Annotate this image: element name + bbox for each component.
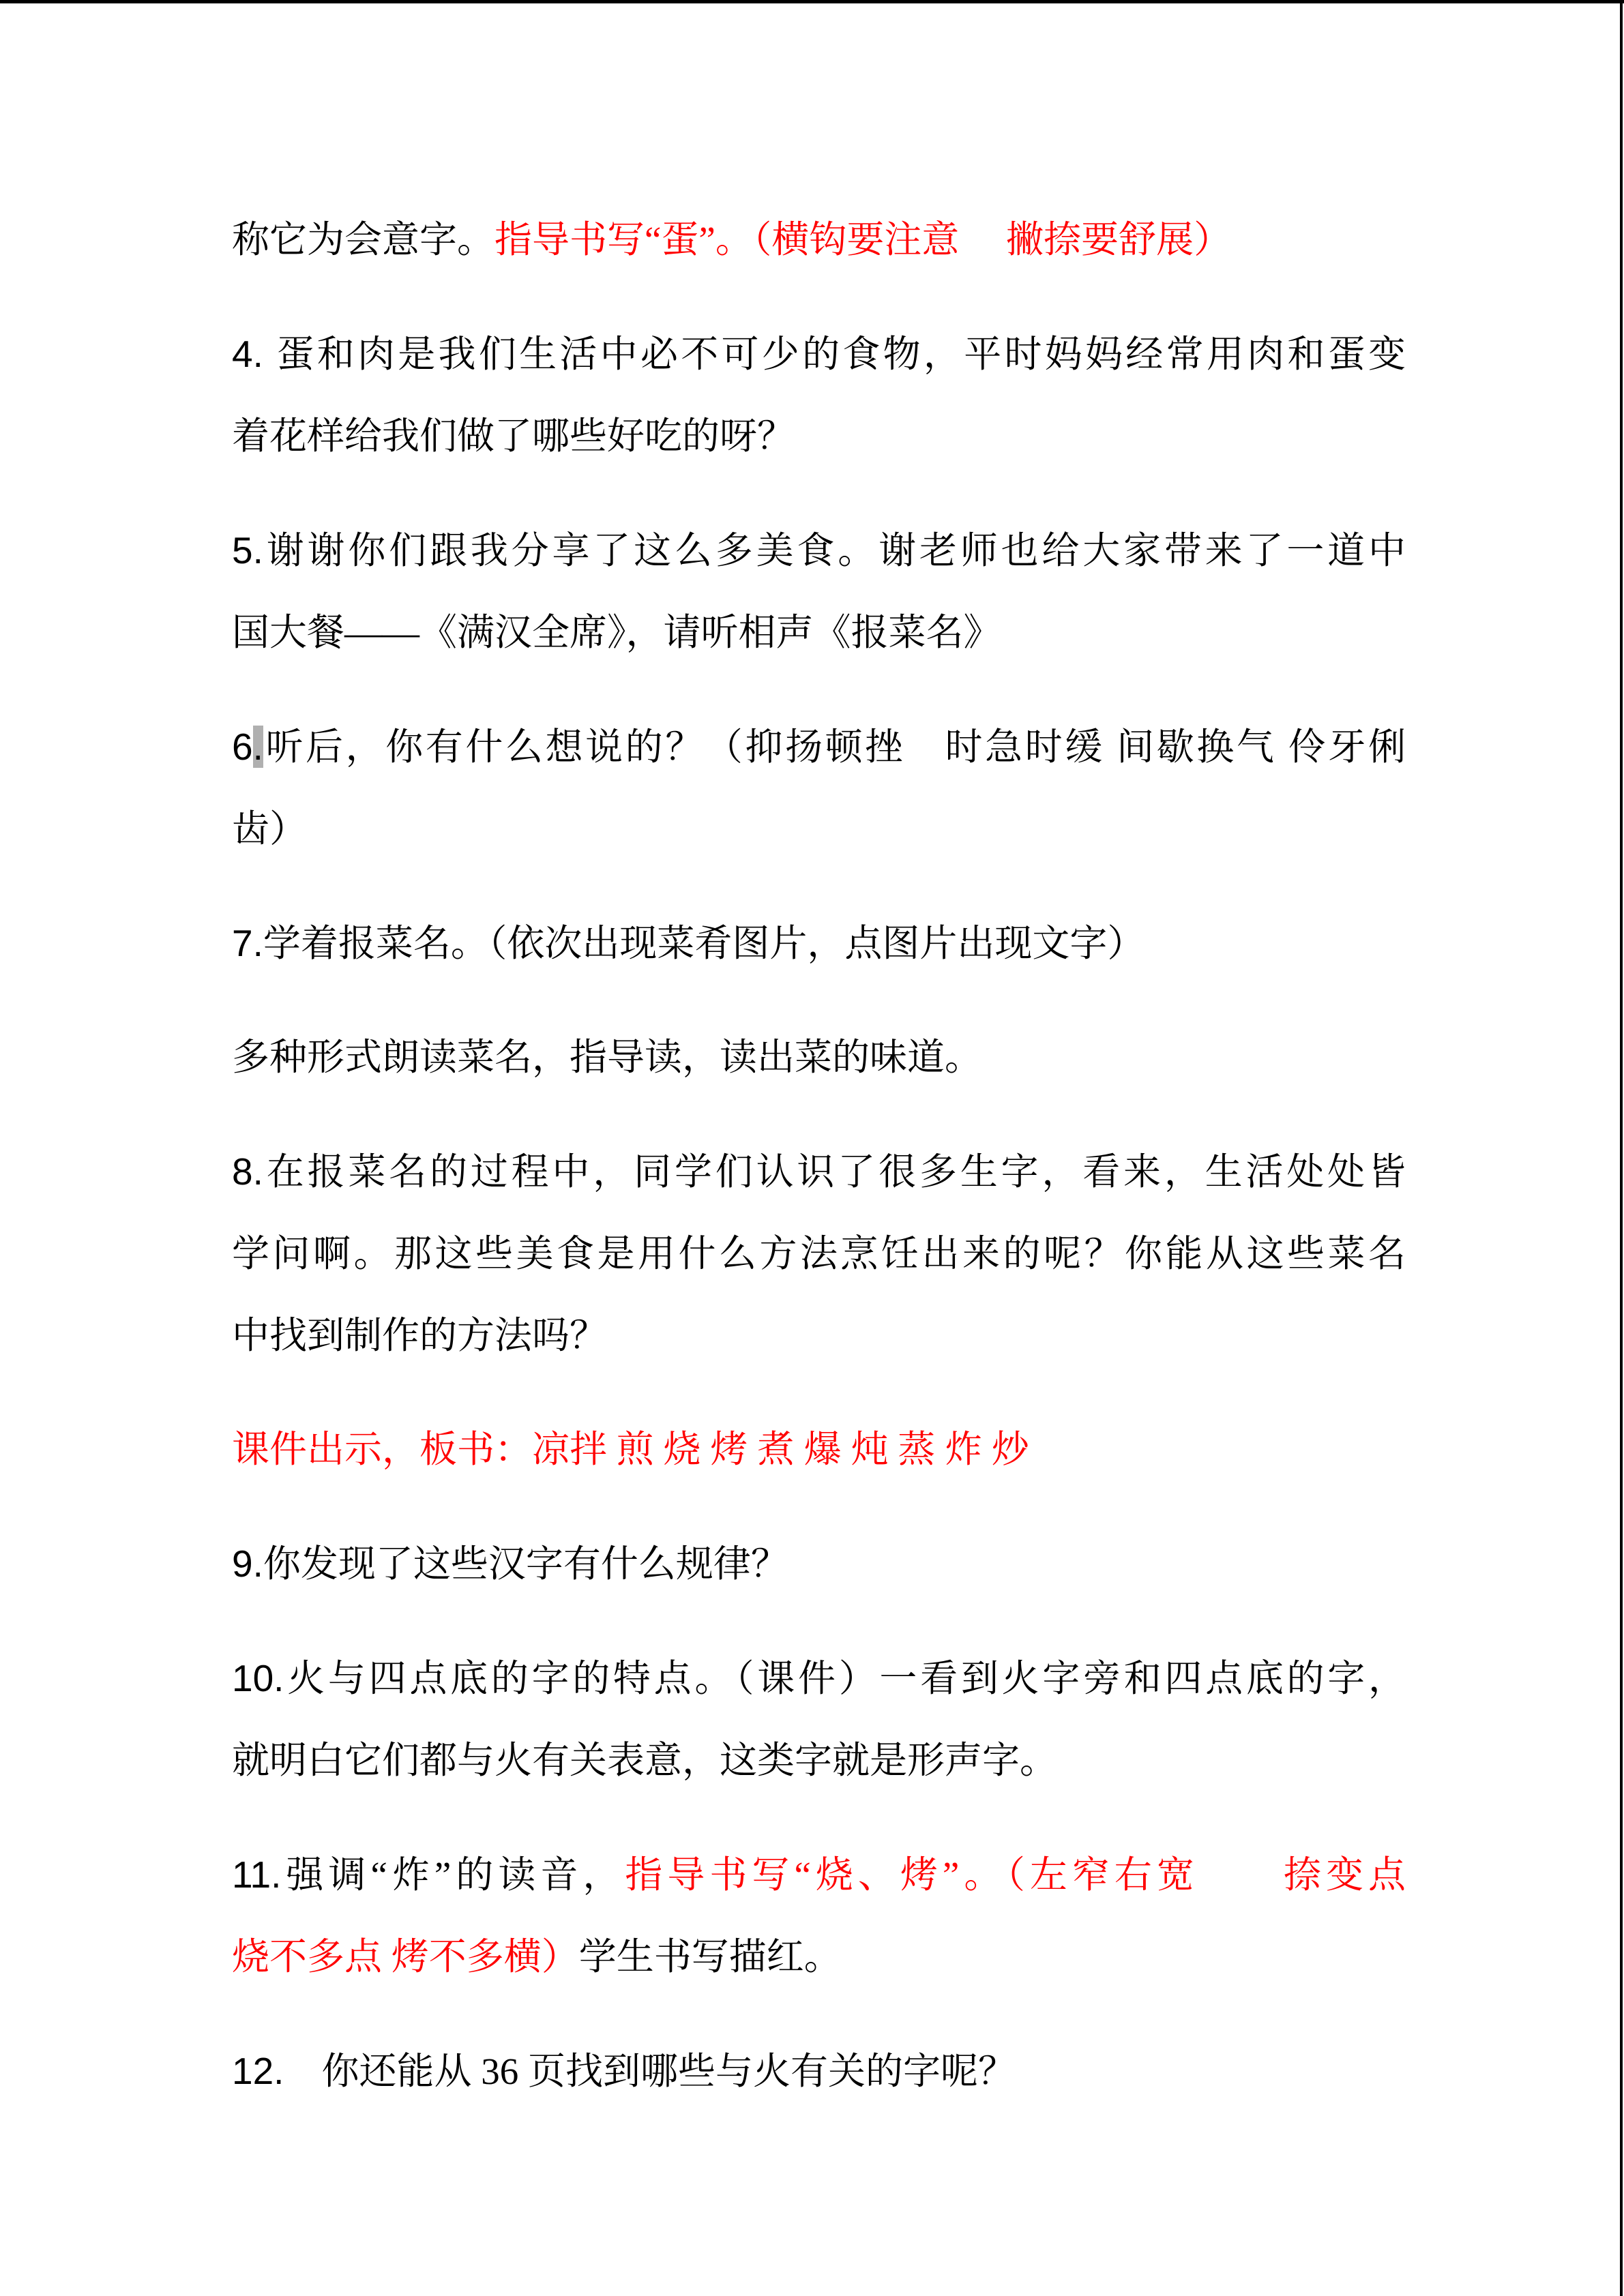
text-segment: 火与四点底的字的特点。（课件）一看到火字旁和四点底的字， bbox=[284, 1658, 1406, 1699]
text-segment: 学问啊。那这些美食是用什么方法烹饪出来的呢？你能从这些菜名 bbox=[232, 1233, 1406, 1274]
text-segment: 指导书写“蛋”。（横钩要注意 撇捺要舒展） bbox=[494, 219, 1232, 260]
text-segment: 强调“炸”的读音， bbox=[281, 1854, 625, 1896]
text-line bbox=[232, 1523, 1406, 1605]
text-segment: 国大餐——《满汉全席》，请听相声《报菜名》 bbox=[232, 612, 1001, 653]
text-line bbox=[232, 199, 1406, 281]
text-segment: 6 bbox=[232, 726, 253, 768]
text-segment: 中找到制作的方法吗？ bbox=[232, 1315, 608, 1356]
text-line bbox=[232, 1213, 1406, 1295]
text-segment: 多种形式朗读菜名，指导读，读出菜的味道。 bbox=[232, 1037, 983, 1078]
text-segment: 学着报菜名。（依次出现菜肴图片，点图片出现文字） bbox=[263, 923, 1145, 964]
text-line bbox=[232, 1409, 1406, 1491]
text-line bbox=[232, 1017, 1406, 1099]
text-line bbox=[232, 396, 1406, 477]
text-line bbox=[232, 1916, 1406, 1998]
text-segment: 指导书写“烧、烤”。（左窄右宽 捺变点 bbox=[625, 1854, 1406, 1896]
text-line bbox=[232, 509, 1406, 592]
text-segment: 10. bbox=[232, 1657, 284, 1699]
document-text-area[interactable] bbox=[232, 199, 1406, 2145]
text-segment: 齿） bbox=[232, 808, 308, 850]
text-segment: 你发现了这些汉字有什么规律？ bbox=[263, 1543, 788, 1585]
text-segment: 11. bbox=[232, 1853, 282, 1896]
text-segment: 听后，你有什么想说的？（抑扬顿挫 时急时缓 间歇换气 伶牙俐 bbox=[263, 726, 1406, 768]
text-line bbox=[232, 313, 1406, 396]
text-line bbox=[232, 1131, 1406, 1213]
text-line bbox=[232, 1637, 1406, 1720]
text-segment: 7. bbox=[232, 922, 263, 964]
text-line bbox=[232, 1295, 1406, 1377]
text-segment: 在报菜名的过程中，同学们认识了很多生字，看来，生活处处皆 bbox=[263, 1151, 1406, 1193]
text-segment: 称它为会意字。 bbox=[232, 219, 495, 260]
window-top-edge bbox=[0, 0, 1624, 3]
text-segment: 8. bbox=[232, 1150, 263, 1193]
text-segment: 课件出示，板书：凉拌 煎 烧 烤 煮 爆 炖 蒸 炸 炒 bbox=[232, 1429, 1029, 1470]
text-segment: 烧不多点 烤不多横） bbox=[232, 1936, 579, 1978]
text-segment: 12. bbox=[232, 2050, 284, 2092]
text-segment: 学生书写描红。 bbox=[578, 1936, 842, 1978]
text-segment: 着花样给我们做了哪些好吃的呀？ bbox=[232, 415, 795, 457]
text-segment: 蛋和肉是我们生活中必不可少的食物，平时妈妈经常用肉和蛋变 bbox=[276, 333, 1406, 375]
text-segment: 就明白它们都与火有关表意，这类字就是形声字。 bbox=[232, 1740, 1058, 1781]
text-segment: 5. bbox=[232, 529, 263, 571]
text-segment: 谢谢你们跟我分享了这么多美食。谢老师也给大家带来了一道中 bbox=[263, 530, 1406, 571]
text-segment: 4. bbox=[232, 333, 277, 375]
window-right-edge bbox=[1620, 0, 1623, 2296]
text-line bbox=[232, 902, 1406, 985]
text-line bbox=[232, 1834, 1406, 1916]
text-line bbox=[232, 1720, 1406, 1802]
text-line bbox=[232, 592, 1406, 674]
text-line bbox=[232, 706, 1406, 788]
text-line bbox=[232, 788, 1406, 870]
selected-text: . bbox=[252, 726, 263, 768]
text-segment: 你还能从 36 页找到哪些与火有关的字呢？ bbox=[284, 2051, 1016, 2092]
text-line bbox=[232, 2030, 1406, 2113]
text-segment: 9. bbox=[232, 1542, 263, 1585]
